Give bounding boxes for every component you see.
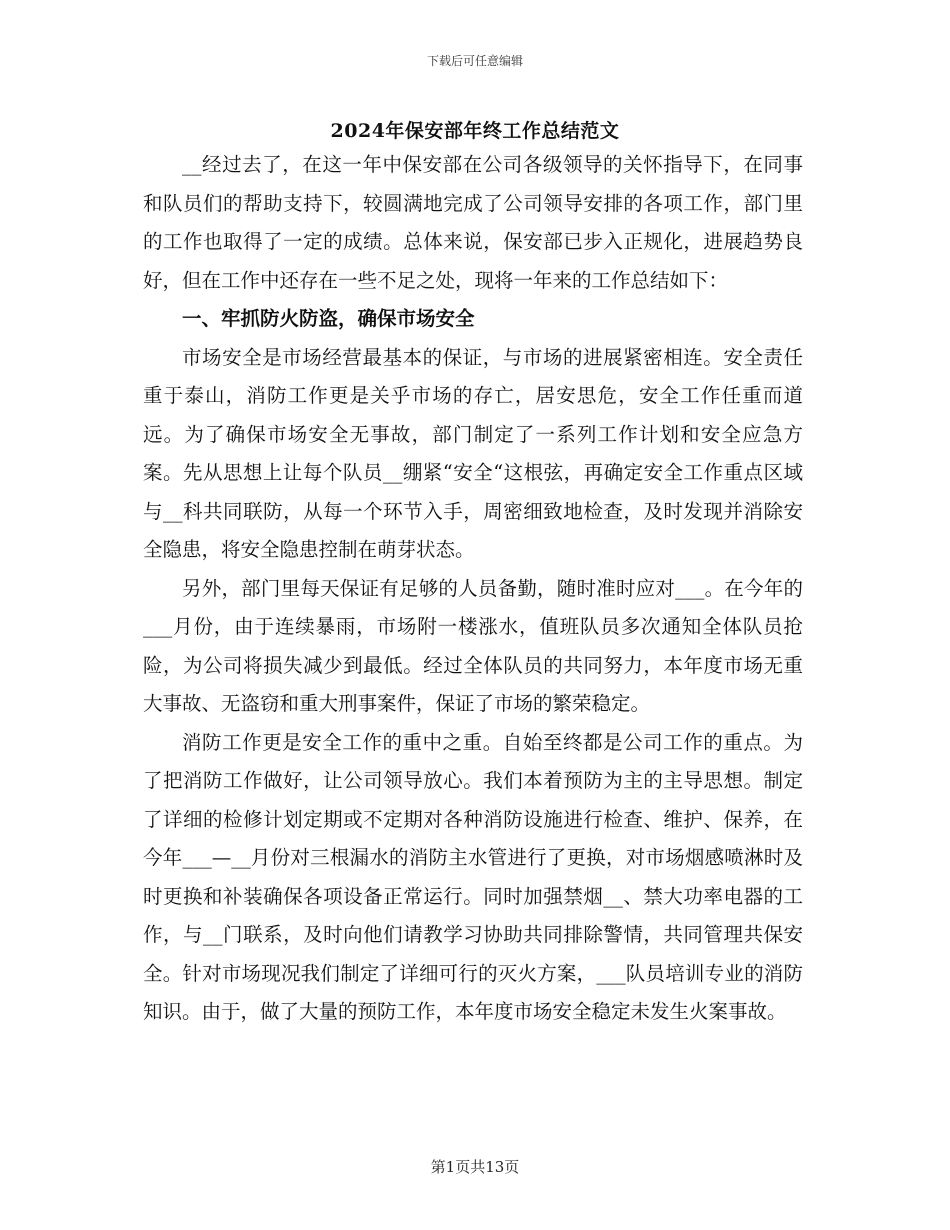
paragraph-1: 市场安全是市场经营最基本的保证，与市场的进展紧密相连。安全责任重于泰山，消防工作更是关乎市场的存亡，居安思危，安全工作任重而道远。为了确保市场安全无事故，部门制定了一系列工作计划和安全应急方案。先从思想上让每个队员__绷紧“安全“这根弦，再确定安全工作重点区域与__科共同联防，从每一个环节入手，周密细致地检查，及时发现并消除安全隐患，将安全隐患控制在萌芽状态。 (143, 345, 803, 561)
paragraph-3: 消防工作更是安全工作的重中之重。自始至终都是公司工作的重点。为了把消防工作做好，让公司领导放心。我们本着预防为主的主导思想。制定了详细的检修计划定期或不定期对各种消防设施进行检查、维护、保养，在今年___—__月份对三根漏水的消防主水管进行了更换，对市场烟感喷淋时及时更换和补装确保各项设备正常运行。同时加强禁烟__、禁大功率电器的工作，与__门联系，及时向他们请教学习协助共同排除警情，共同管理共保安全。针对市场现况我们制定了详细可行的灭火方案，___队员培训专业的消防知识。由于，做了大量的预防工作，本年度市场安全稳定未发生火案事故。 (143, 730, 803, 1023)
header-note: 下载后可任意编辑 (426, 54, 523, 68)
section-heading-1: 一、牢抓防火防盗，确保市场安全 (182, 307, 475, 330)
page-number: 第1页共13页 (430, 1158, 520, 1176)
document-body (143, 146, 803, 1032)
intro-paragraph: __经过去了，在这一年中保安部在公司各级领导的关怀指导下，在同事和队员们的帮助支持下，较圆满地完成了公司领导安排的各项工作，部门里的工作也取得了一定的成绩。总体来说，保安部已步入正规化，进展趋势良好，但在工作中还存在一些不足之处，现将一年来的工作总结如下： (143, 153, 803, 292)
paragraph-2: 另外，部门里每天保证有足够的人员备勤，随时准时应对___。在今年的___月份，由于连续暴雨，市场附一楼涨水，值班队员多次通知全体队员抢险，为公司将损失减少到最低。经过全体队员的共同努力，本年度市场无重大事故、无盗窃和重大刑事案件，保证了市场的繁荣稳定。 (143, 576, 803, 715)
document-title: 2024年保安部年终工作总结范文 (330, 120, 620, 142)
